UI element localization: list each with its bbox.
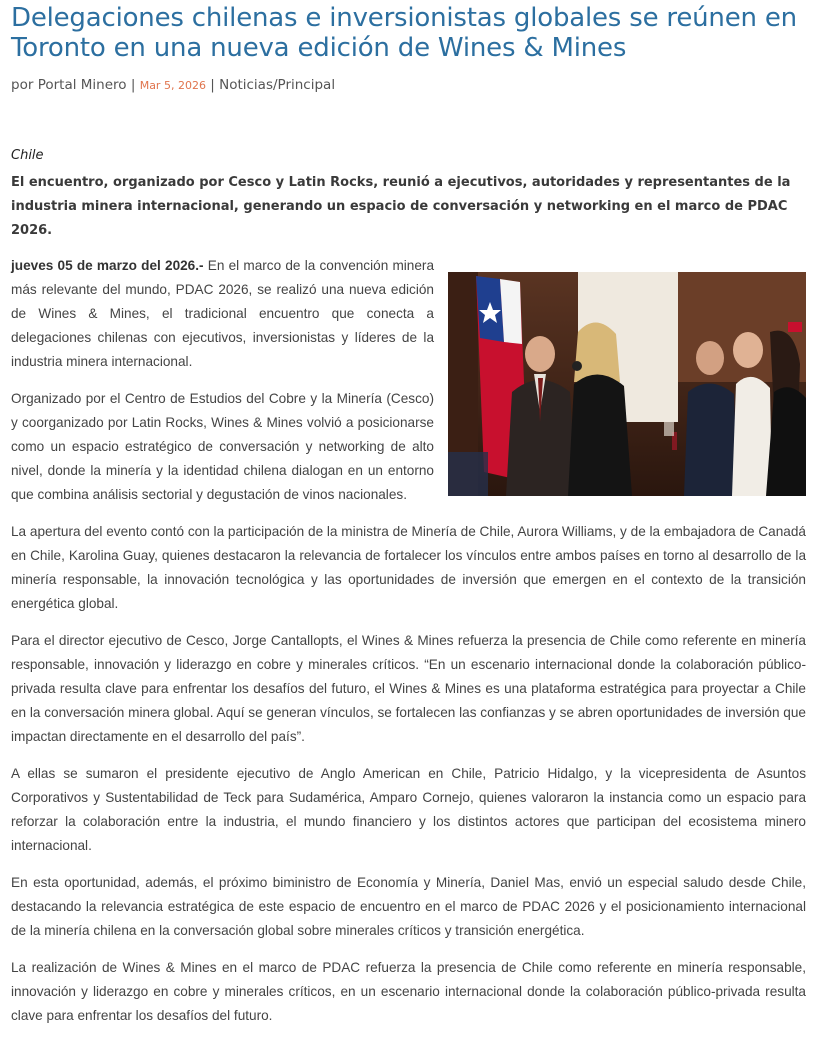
intro-section: [11, 254, 806, 507]
meta-separator: |: [130, 77, 136, 93]
paragraph-6: En esta oportunidad, además, el próximo biministro de Economía y Minería, Daniel Mas, envió un especial saludo desde Chile, destacando la relevancia estratégica de este espacio de encuentro en el marco de PDAC 2026 y el posicionamiento internacional de la minería chilena en la conversación global sobre minerales críticos y transición energética.: [11, 875, 806, 938]
paragraph-7: La realización de Wines & Mines en el marco de PDAC refuerza la presencia de Chile como referente en minería responsable, innovación y liderazgo en cobre y minerales críticos, en un escenario internacional donde la colaboración público-privada resulta clave para enfrentar los desafíos del futuro.: [11, 960, 806, 1023]
by-prefix: por: [11, 77, 34, 93]
article-body: [11, 520, 806, 1028]
paragraph-5: A ellas se sumaron el presidente ejecutivo de Anglo American en Chile, Patricio Hidalgo, y la vicepresidenta de Asuntos Corporativos y Sustentabilidad de Teck para Sudamérica, Amparo Cornejo, quienes valoraron la instancia como un espacio para reforzar la colaboración entre la industria, el mundo financiero y los distintos actores que participan del ecosistema minero internacional.: [11, 766, 806, 853]
lead-paragraph: El encuentro, organizado por Cesco y Latin Rocks, reunió a ejecutivos, autoridades y representantes de la industria minera internacional, generando un espacio de conversación y networking en el marco de PDAC 2026.: [11, 175, 791, 238]
author-link[interactable]: Portal Minero: [37, 77, 127, 93]
article-meta: [11, 76, 806, 95]
dateline: jueves 05 de marzo del 2026.-: [11, 258, 204, 273]
publish-date: Mar 5, 2026: [139, 79, 206, 92]
paragraph-4: Para el director ejecutivo de Cesco, Jorge Cantallopts, el Wines & Mines refuerza la presencia de Chile como referente en minería responsable, innovación y liderazgo en cobre y minerales críticos. “En un escenario internacional donde la colaboración público-privada resulta clave para enfrentar los desafíos del futuro, el Wines & Mines es una plataforma estratégica para proyectar a Chile en la conversación minera global. Aquí se generan vínculos, se fortalecen las confianzas y se abren oportunidades de inversión que impactan directamente en el desarrollo del país”.: [11, 633, 806, 744]
event-photo: [448, 272, 806, 496]
event-photo-image: [448, 272, 806, 496]
location: Chile: [11, 148, 44, 163]
meta-separator: |: [210, 77, 215, 93]
category-link[interactable]: Noticias/Principal: [219, 77, 336, 93]
article-title: Delegaciones chilenas e inversionistas globales se reúnen en Toronto en una nueva edición de Wines & Mines: [11, 3, 797, 63]
paragraph-3: La apertura del evento contó con la participación de la ministra de Minería de Chile, Aurora Williams, y de la embajadora de Canadá en Chile, Karolina Guay, quienes destacaron la relevancia de fortalecer los vínculos entre ambos países en torno al desarrollo de la minería responsable, la innovación tecnológica y las oportunidades de inversión que emergen en el contexto de la transición energética global.: [11, 524, 806, 611]
paragraph-2: Organizado por el Centro de Estudios del Cobre y la Minería (Cesco) y coorganizado por Latin Rocks, Wines & Mines volvió a posicionarse como un espacio estratégico de conversación y networking de alto nivel, donde la minería y la identidad chilena dialogan en un entorno que combina análisis sectorial y degustación de vinos nacionales.: [11, 391, 434, 502]
article: [11, 0, 806, 1041]
paragraph-1: jueves 05 de marzo del 2026.- En el marco de la convención minera más relevante del mundo, PDAC 2026, se realizó una nueva edición de Wines & Mines, el tradicional encuentro que conecta a delegaciones chilenas con ejecutivos, inversionistas y líderes de la industria minera internacional.: [11, 258, 435, 369]
